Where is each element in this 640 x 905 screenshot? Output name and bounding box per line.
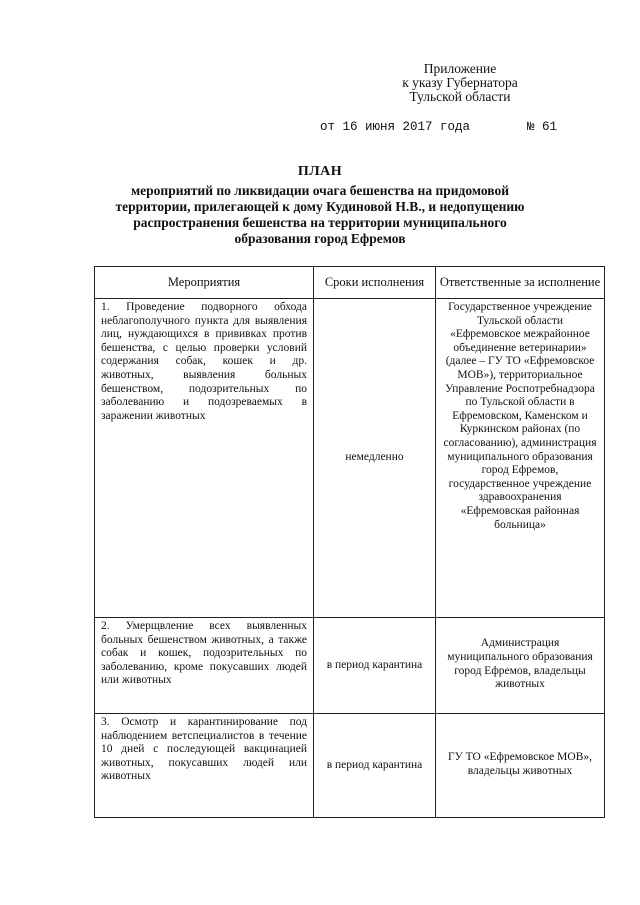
document-heading	[100, 163, 540, 247]
table-header-row	[95, 267, 605, 299]
responsible-cell: ГУ ТО «Ефремовское МОВ», владельцы животных	[436, 714, 605, 818]
appendix-line-3: Тульской области	[409, 89, 511, 104]
document-subtitle	[100, 183, 540, 247]
header-responsible: Ответственные за исполнение	[436, 267, 605, 299]
appendix-line-1: Приложение	[423, 61, 497, 76]
table-row	[95, 618, 605, 714]
decree-date-line	[320, 120, 570, 136]
subtitle-line-4: образования город Ефремов	[234, 231, 406, 246]
responsible-cell: Администрация муниципального образования город Ефремов, владельцы животных	[436, 618, 605, 714]
deadline-cell: в период карантина	[314, 714, 436, 818]
appendix-line-2: к указу Губернатора	[402, 75, 518, 90]
decree-date: от 16 июня 2017 года	[320, 120, 471, 134]
deadline-cell: в период карантина	[314, 618, 436, 714]
header-activities: Мероприятия	[95, 267, 314, 299]
table-row	[95, 299, 605, 618]
measures-table	[94, 266, 605, 818]
activity-cell: 3. Осмотр и карантинирование под наблюдением ветспециалистов в течение 10 дней с последующей вакцинацией животных, покусавших людей или животных	[95, 714, 314, 818]
responsible-cell: Государственное учреждение Тульской области «Ефремовское межрайонное объединение ветеринарии» (далее – ГУ ТО «Ефремовское МОВ»), территориальное Управление Роспотребнадзора по Тульской области в Ефремовском, Каменском и Куркинском районах (по согласованию), администрация муниципального образования город Ефремов, государственное учреждение здравоохранения «Ефремовская районная больница»	[436, 299, 605, 618]
subtitle-line-1: мероприятий по ликвидации очага бешенства на придомовой	[130, 183, 509, 198]
table-row	[95, 714, 605, 818]
subtitle-line-3: распространения бешенства на территории муниципального	[133, 215, 507, 230]
appendix-note	[380, 62, 540, 104]
deadline-cell: немедленно	[314, 299, 436, 618]
activity-cell: 2. Умерщвление всех выявленных больных бешенством животных, а также собак и кошек, подозрительных по заболеванию, кроме покусавших людей или животных	[95, 618, 314, 714]
decree-number: № 61	[527, 120, 558, 134]
activity-cell: 1. Проведение подворного обхода неблагополучного пункта для выявления лиц, нуждающихся в прививках против бешенства, с целью проверки условий содержания собак, кошек и др. животных, выявления больных бешенством, подозрительных по заболеванию и подозреваемых в заражении животных	[95, 299, 314, 618]
document-title: ПЛАН	[297, 164, 343, 179]
subtitle-line-2: территории, прилегающей к дому Кудиновой Н.В., и недопущению	[115, 199, 525, 214]
header-deadline: Сроки исполнения	[314, 267, 436, 299]
